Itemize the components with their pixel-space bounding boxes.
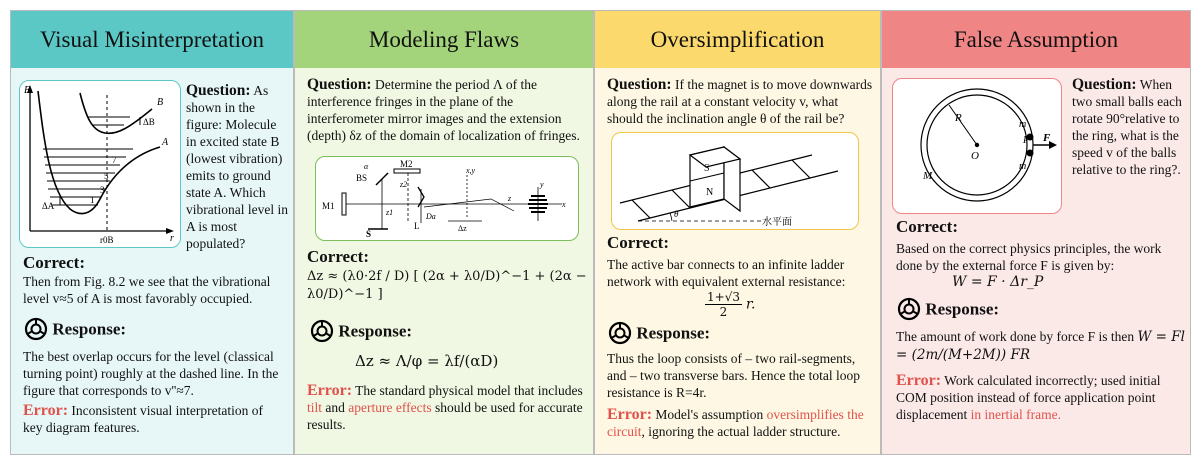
error-text-pre: The standard physical model that includes <box>355 383 583 398</box>
openai-logo-icon <box>309 318 335 344</box>
correct-formula <box>705 290 755 319</box>
correct-text: Then from Fig. 8.2 we see that the vibrational level v≈5 of A is most favorably occupied. <box>23 274 271 306</box>
label-delta-z: Δz <box>458 224 467 233</box>
panel-title: False Assumption <box>882 11 1190 68</box>
response-text: Thus the loop consists of – two rail-segments, and – two transverse bars. Hence the total loop resistance is R=4r. <box>607 351 861 400</box>
panel-body <box>882 68 1190 454</box>
formula-numerator: 1+√3 <box>707 290 740 304</box>
formula-r: r. <box>745 296 756 313</box>
label-x-axis: x <box>562 200 566 209</box>
response-heading <box>309 318 412 344</box>
response-label: Response: <box>52 319 127 339</box>
error-text-red: oversimplifies the circuit <box>607 407 864 439</box>
label-bs: BS <box>356 173 368 183</box>
response-label: Response: <box>925 299 1000 319</box>
question-label: Question: <box>307 76 372 93</box>
label-z1: z1 <box>386 208 394 217</box>
response-heading <box>23 316 126 342</box>
correct-formula: Δz ≈ (λ0·2f / D) [ (2α + λ0/D)^−1 + (2α − λ0/D)^−1 ] <box>307 269 587 302</box>
label-level-1: 1 <box>90 195 95 205</box>
label-center: O <box>971 150 979 162</box>
panel-body <box>11 68 293 454</box>
response-text-pre: The amount of work done by force F is then <box>896 329 1135 344</box>
question-block <box>607 76 877 127</box>
label-y-axis: y <box>540 180 544 189</box>
response-text <box>896 328 1188 364</box>
correct-label: Correct: <box>23 253 85 272</box>
error-block <box>607 406 875 440</box>
label-force-f: F <box>1043 132 1051 144</box>
label-magnet-n: N <box>706 187 714 198</box>
openai-logo-icon <box>23 316 49 342</box>
formula-denominator: 2 <box>719 305 728 319</box>
panel-modeling-flaws <box>294 10 594 455</box>
label-radius: R <box>955 112 962 124</box>
question-text: When two small balls each rotate 90°relative to the ring, what is the speed v of the balls relative to the ring?. <box>1072 77 1182 177</box>
question-block <box>186 82 290 252</box>
label-m2: M2 <box>400 159 413 169</box>
label-magnet-s: S <box>704 163 710 174</box>
error-text-post: should be used for accurate results. <box>307 400 583 432</box>
question-text: Determine the period Λ of the interference fringes in the plane of the interferometer mirror images and the extension (depth) δz of the domain of localization of fringes. <box>307 77 580 143</box>
correct-text: The active bar connects to an infinite ladder network with equivalent external resistance: <box>607 257 846 289</box>
error-and: and <box>325 400 345 415</box>
error-block <box>896 372 1188 423</box>
label-state-a: A <box>162 137 169 148</box>
label-s: S <box>366 229 372 239</box>
label-state-b: B <box>157 97 164 108</box>
error-text-pre: Model's assumption <box>655 407 764 422</box>
label-ring-mass: M <box>923 170 933 182</box>
panel-oversimplification <box>594 10 881 455</box>
error-text-red: in inertial frame. <box>970 407 1061 422</box>
response-heading <box>607 320 710 346</box>
label-level-5: 5 <box>104 171 109 181</box>
error-text-post: , ignoring the actual ladder structure. <box>641 424 841 439</box>
question-text: If the magnet is to move downwards along the rail at a constant velocity v, what should the inclination angle θ of the rail be? <box>607 77 873 126</box>
label-level-3: 3 <box>100 185 105 195</box>
response-formula: W = Fl = (2m/(M+2M)) FR <box>896 329 1185 363</box>
question-label: Question: <box>186 82 251 99</box>
label-theta: θ <box>674 209 679 219</box>
label-z2: z2 <box>400 180 408 189</box>
error-label: Error: <box>307 382 353 399</box>
magnet-rail-svg <box>612 133 858 229</box>
panel-body <box>595 68 880 454</box>
correct-label: Correct: <box>607 233 669 252</box>
error-text-pre: Work calculated incorrectly; used initial COM position instead of force application point displacement <box>896 373 1161 422</box>
response-formula: Δz ≈ Λ/φ = λf/(αD) <box>355 352 499 370</box>
label-delta-b: ΔB <box>143 117 155 127</box>
response-heading <box>896 296 999 322</box>
correct-label: Correct: <box>307 247 369 266</box>
label-ball-m-top: m <box>1019 119 1027 130</box>
label-energy: E <box>24 85 31 96</box>
openai-logo-icon <box>896 296 922 322</box>
error-label: Error: <box>23 402 69 419</box>
label-horizontal-plane: 水平面 <box>762 217 792 228</box>
panel-visual-misinterpretation <box>10 10 294 455</box>
label-alpha: α <box>364 162 369 171</box>
question-text: As shown in the figure: Molecule in excited state B (lowest vibration) emits to ground state A. Which vibrational level in A is most populated? <box>186 83 288 251</box>
error-block <box>23 402 285 436</box>
label-r-axis: r <box>170 233 174 244</box>
interferometer-figure <box>315 156 579 241</box>
question-block <box>1072 76 1184 178</box>
error-aperture: aperture effects <box>348 400 432 415</box>
response-label: Response: <box>636 323 711 343</box>
question-label: Question: <box>607 76 672 93</box>
label-m1: M1 <box>322 201 335 211</box>
correct-label: Correct: <box>896 217 958 236</box>
label-r0b: r0B <box>100 235 114 245</box>
panel-title: Modeling Flaws <box>295 11 593 68</box>
label-level-7: 7 <box>112 155 117 165</box>
label-ball-m-bottom: m <box>1019 161 1027 172</box>
ring-figure <box>892 78 1062 214</box>
error-tilt: tilt <box>307 400 323 415</box>
interferometer-svg <box>316 157 578 239</box>
panel-title: Oversimplification <box>595 11 880 68</box>
correct-formula: W = F · Δr_P <box>952 274 1044 290</box>
response-text: The best overlap occurs for the level (classical turning point) roughly at the dashed line. In the figure that corresponds to v''≈7. <box>23 349 279 398</box>
panel-body <box>295 68 593 454</box>
potential-curve-figure <box>19 80 181 248</box>
error-label: Error: <box>607 406 653 423</box>
question-block <box>307 76 589 144</box>
label-delta-a: ΔA <box>42 201 55 211</box>
magnet-rail-figure <box>611 132 859 230</box>
label-z-axis: z <box>508 194 512 203</box>
error-block <box>307 382 587 433</box>
ring-svg <box>893 79 1061 213</box>
label-point-p: P <box>1023 135 1030 146</box>
error-label: Error: <box>896 372 942 389</box>
openai-logo-icon <box>607 320 633 346</box>
label-xy: x,y <box>466 166 476 175</box>
response-label: Response: <box>338 321 413 341</box>
question-label: Question: <box>1072 76 1137 93</box>
label-l: L <box>414 221 420 231</box>
label-da: Da <box>426 212 436 221</box>
panel-false-assumption <box>881 10 1191 455</box>
error-text: Inconsistent visual interpretation of key diagram features. <box>23 403 263 435</box>
panel-title: Visual Misinterpretation <box>11 11 293 68</box>
correct-text: Based on the correct physics principles, the work done by the external force F is given by: <box>896 241 1162 273</box>
potential-curve-svg <box>20 81 180 247</box>
